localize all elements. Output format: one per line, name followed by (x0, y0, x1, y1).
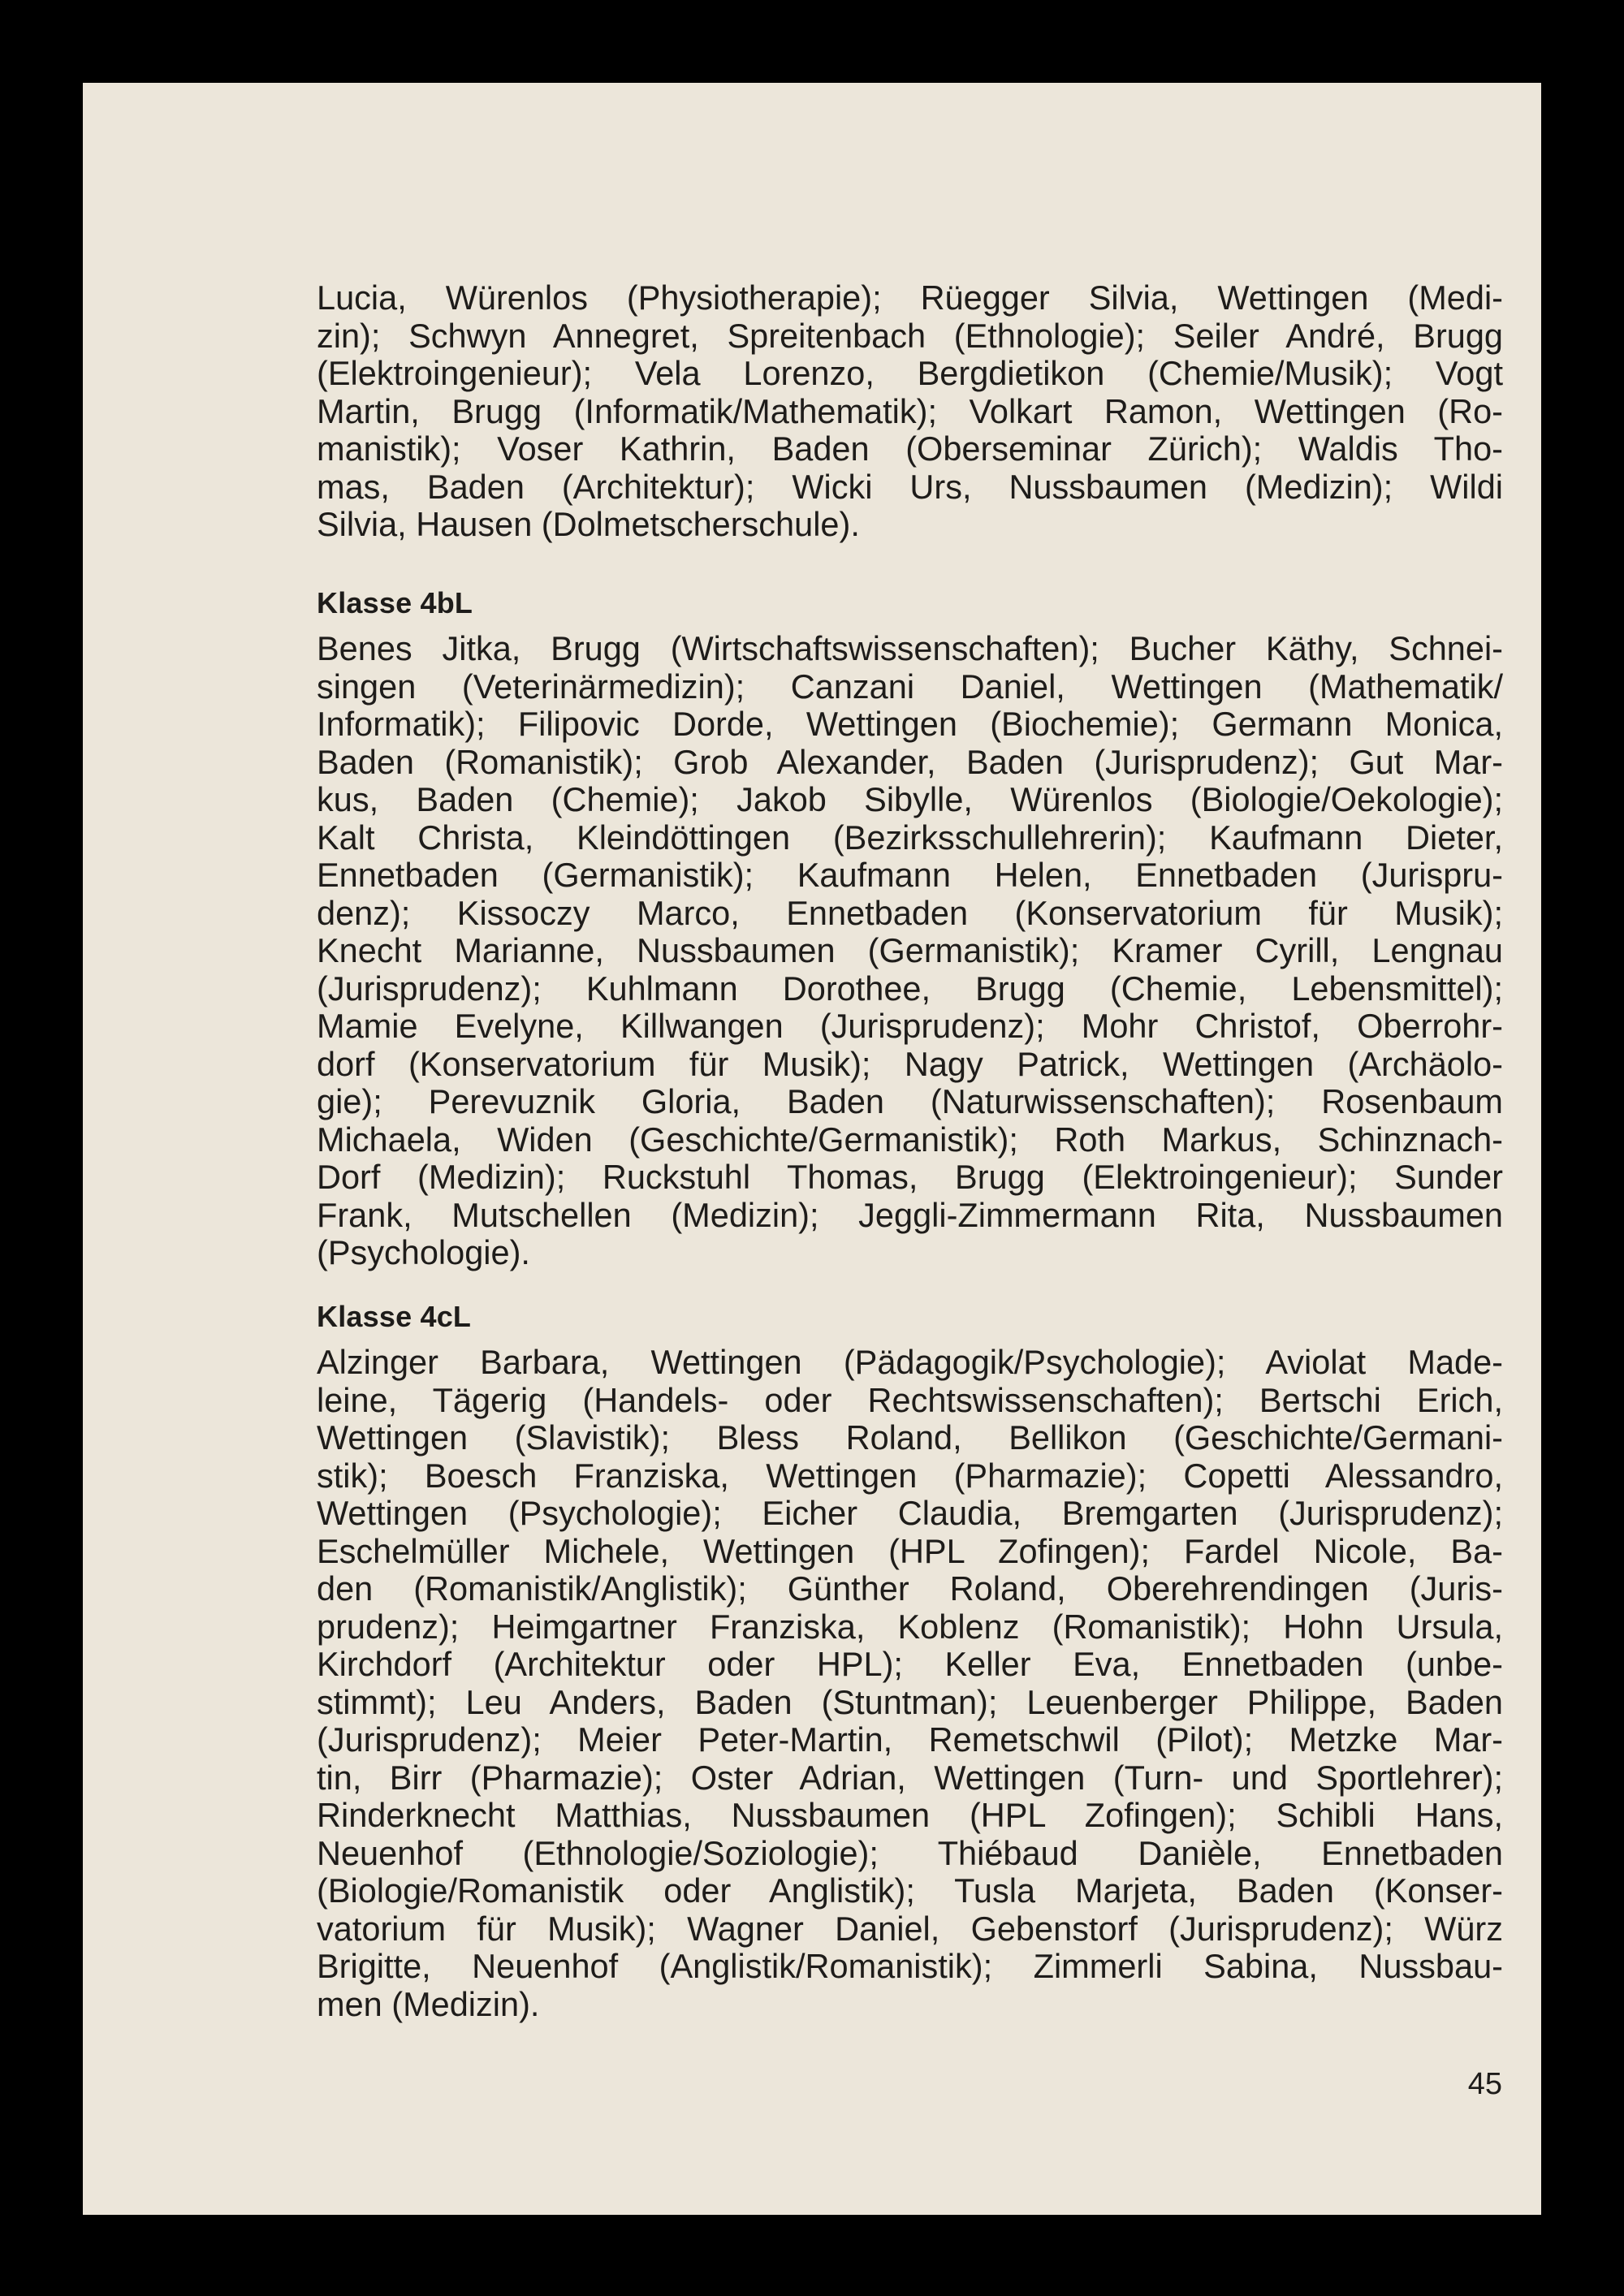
text-line: Mamie Evelyne, Killwangen (Jurisprudenz); Mohr Christof, Oberrohr- (317, 1007, 1503, 1045)
text-line: Lucia, Würenlos (Physiotherapie); Rüegger Silvia, Wettingen (Medi- (317, 278, 1503, 317)
class-4cl-student-list (317, 1344, 1503, 2023)
text-line: kus, Baden (Chemie); Jakob Sibylle, Würenlos (Biologie/Oekologie); (317, 780, 1503, 818)
text-line: prudenz); Heimgartner Franziska, Koblenz (Romanistik); Hohn Ursula, (317, 1607, 1503, 1646)
text-line: Frank, Mutschellen (Medizin); Jeggli-Zimmermann Rita, Nussbaumen (317, 1195, 1503, 1234)
text-line: Kirchdorf (Architektur oder HPL); Keller Eva, Ennetbaden (unbe- (317, 1645, 1503, 1683)
text-line: Knecht Marianne, Nussbaumen (Germanistik); Kramer Cyrill, Lengnau (317, 931, 1503, 969)
page-number: 45 (1467, 2067, 1502, 2101)
text-line: mas, Baden (Architektur); Wicki Urs, Nussbaumen (Medizin); Wildi (317, 467, 1503, 506)
intro-paragraph (317, 279, 1503, 544)
text-line: tin, Birr (Pharmazie); Oster Adrian, Wettingen (Turn- und Sportlehrer); (317, 1758, 1503, 1797)
text-line: Baden (Romanistik); Grob Alexander, Baden (Jurisprudenz); Gut Mar- (317, 742, 1503, 781)
text-line: Eschelmüller Michele, Wettingen (HPL Zofingen); Fardel Nicole, Ba- (317, 1531, 1503, 1570)
text-line: (Psychologie). (317, 1233, 530, 1271)
text-line: Benes Jitka, Brugg (Wirtschaftswissenschaften); Bucher Käthy, Schnei- (317, 629, 1503, 667)
text-line: Silvia, Hausen (Dolmetscherschule). (317, 505, 860, 543)
text-line: singen (Veterinärmedizin); Canzani Daniel, Wettingen (Mathematik/ (317, 667, 1503, 706)
text-line: Brigitte, Neuenhof (Anglistik/Romanistik); Zimmerli Sabina, Nussbau- (317, 1947, 1503, 1985)
text-line: stimmt); Leu Anders, Baden (Stuntman); Leuenberger Philippe, Baden (317, 1682, 1503, 1721)
text-line: men (Medizin). (317, 1984, 540, 2023)
text-line: Wettingen (Psychologie); Eicher Claudia, Bremgarten (Jurisprudenz); (317, 1494, 1503, 1532)
text-line: Ennetbaden (Germanistik); Kaufmann Helen, Ennetbaden (Jurispru- (317, 856, 1503, 894)
text-line: Martin, Brugg (Informatik/Mathematik); Volkart Ramon, Wettingen (Ro- (317, 391, 1503, 430)
text-line: gie); Perevuznik Gloria, Baden (Naturwissenschaften); Rosenbaum (317, 1082, 1503, 1120)
text-line: Kalt Christa, Kleindöttingen (Bezirksschullehrerin); Kaufmann Dieter, (317, 818, 1503, 857)
text-line: Wettingen (Slavistik); Bless Roland, Bellikon (Geschichte/Germani- (317, 1418, 1503, 1457)
text-line: Rinderknecht Matthias, Nussbaumen (HPL Zofingen); Schibli Hans, (317, 1796, 1503, 1834)
text-line: stik); Boesch Franziska, Wettingen (Pharmazie); Copetti Alessandro, (317, 1456, 1503, 1495)
class-4bl-heading: Klasse 4bL (317, 586, 473, 619)
text-line: Michaela, Widen (Geschichte/Germanistik); Roth Markus, Schinznach- (317, 1120, 1503, 1159)
text-line: Informatik); Filipovic Dorde, Wettingen (Biochemie); Germann Monica, (317, 705, 1503, 743)
class-4cl-heading: Klasse 4cL (317, 1300, 472, 1333)
text-line: vatorium für Musik); Wagner Daniel, Gebenstorf (Jurisprudenz); Würz (317, 1909, 1503, 1948)
text-line: (Biologie/Romanistik oder Anglistik); Tusla Marjeta, Baden (Konser- (317, 1871, 1503, 1910)
text-line: Alzinger Barbara, Wettingen (Pädagogik/Psychologie); Aviolat Made- (317, 1343, 1503, 1381)
text-line: zin); Schwyn Annegret, Spreitenbach (Ethnologie); Seiler André, Brugg (317, 316, 1503, 355)
text-line: dorf (Konservatorium für Musik); Nagy Patrick, Wettingen (Archäolo- (317, 1044, 1503, 1083)
text-line: Neuenhof (Ethnologie/Soziologie); Thiébaud Danièle, Ennetbaden (317, 1833, 1503, 1872)
text-line: denz); Kissoczy Marco, Ennetbaden (Konservatorium für Musik); (317, 893, 1503, 932)
text-line: den (Romanistik/Anglistik); Günther Roland, Oberehrendingen (Juris- (317, 1569, 1503, 1608)
document-page (83, 83, 1541, 2215)
class-4bl-student-list (317, 630, 1503, 1272)
text-line: (Jurisprudenz); Kuhlmann Dorothee, Brugg (Chemie, Lebensmittel); (317, 969, 1503, 1008)
text-line: leine, Tägerig (Handels- oder Rechtswissenschaften); Bertschi Erich, (317, 1380, 1503, 1419)
text-line: (Jurisprudenz); Meier Peter-Martin, Remetschwil (Pilot); Metzke Mar- (317, 1720, 1503, 1759)
text-line: manistik); Voser Kathrin, Baden (Oberseminar Zürich); Waldis Tho- (317, 429, 1503, 468)
text-line: (Elektroingenieur); Vela Lorenzo, Bergdietikon (Chemie/Musik); Vogt (317, 354, 1503, 392)
text-line: Dorf (Medizin); Ruckstuhl Thomas, Brugg (Elektroingenieur); Sunder (317, 1158, 1503, 1196)
